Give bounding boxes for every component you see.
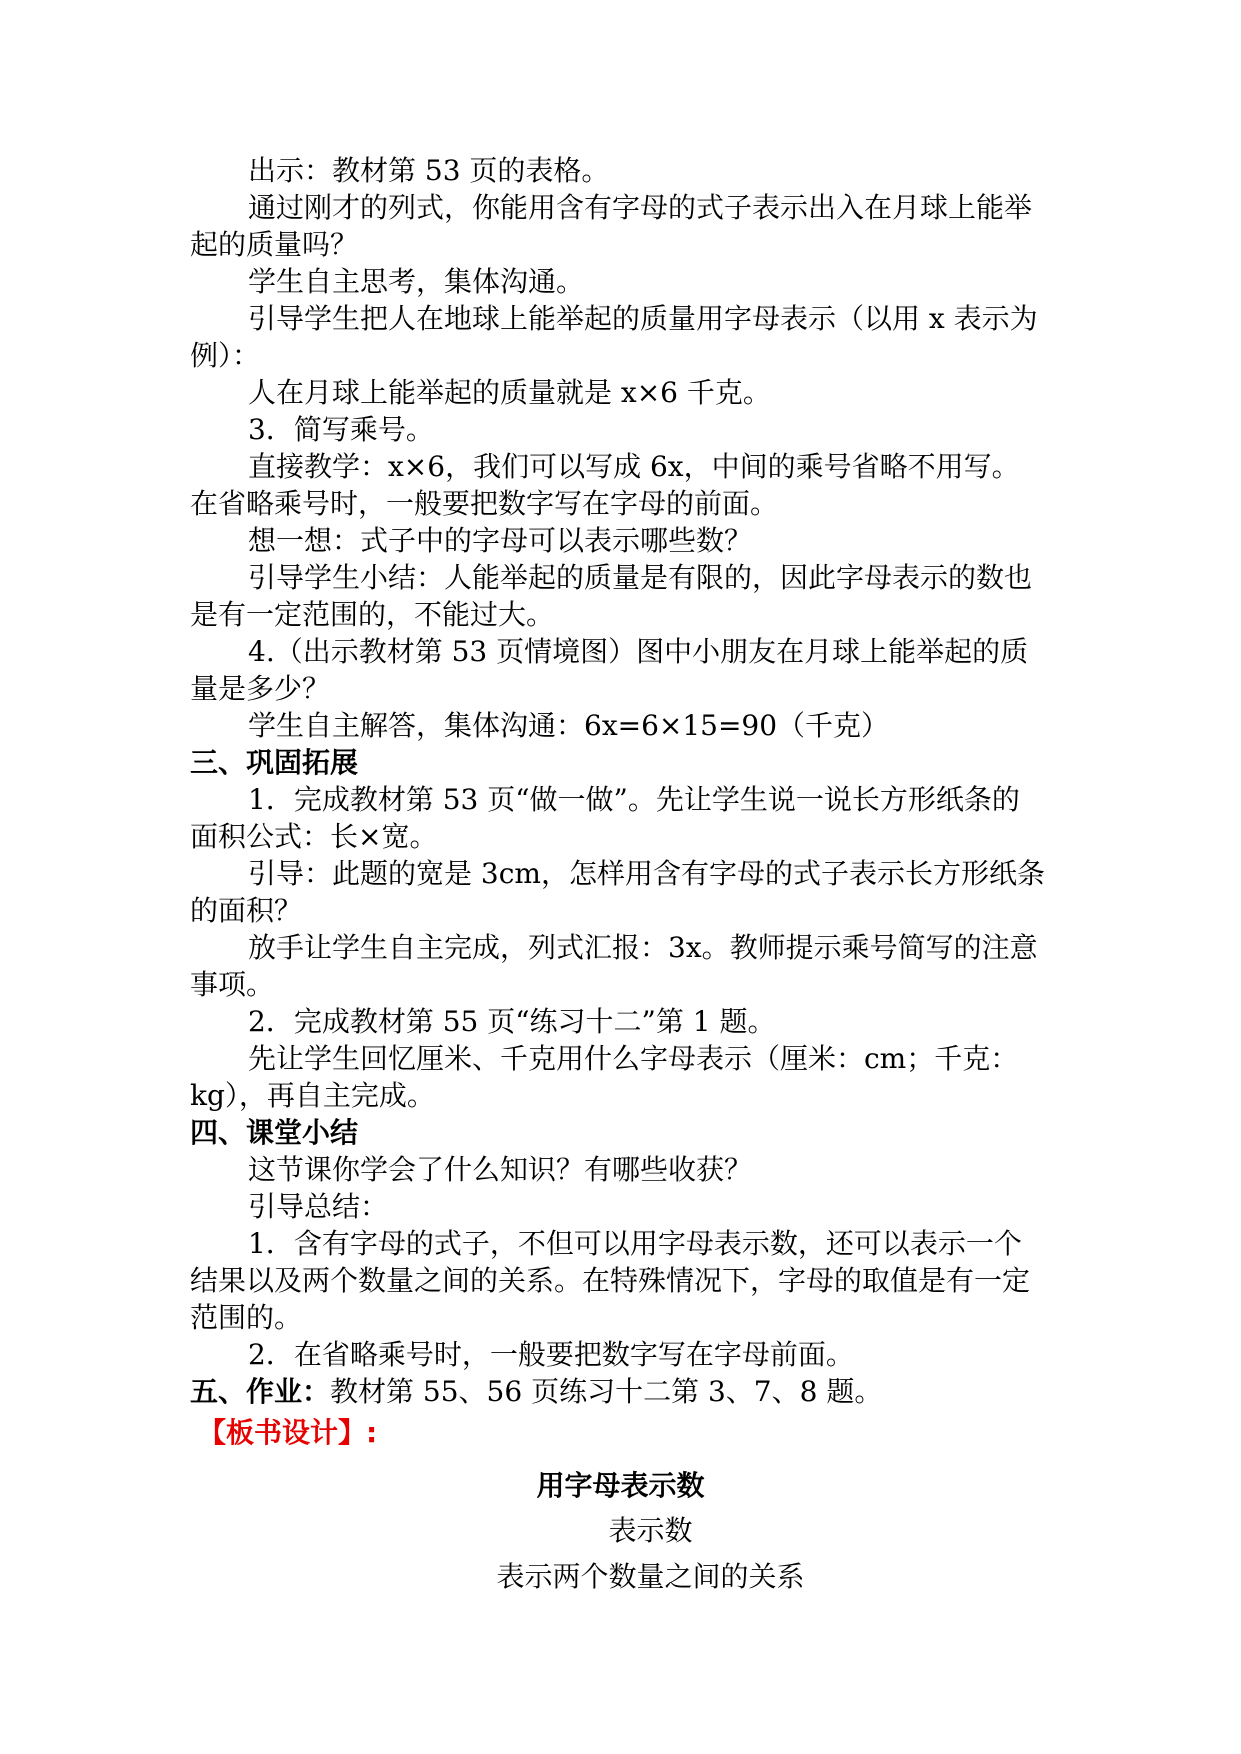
paragraph-line: 通过刚才的列式，你能用含有字母的式子表示出入在月球上能举 bbox=[248, 191, 1033, 224]
paragraph-line: 面积公式：长×宽。 bbox=[190, 820, 438, 853]
paragraph-line: 引导学生小结：人能举起的质量是有限的，因此字母表示的数也 bbox=[248, 561, 1033, 594]
paragraph-line: 1．含有字母的式子，不但可以用字母表示数，还可以表示一个 bbox=[248, 1227, 1022, 1260]
paragraph-line: 量是多少？ bbox=[190, 672, 331, 705]
board-line-2: 表示两个数量之间的关系 bbox=[496, 1560, 805, 1593]
paragraph-line: 放手让学生自主完成，列式汇报：3x。教师提示乘号简写的注意 bbox=[248, 931, 1038, 964]
paragraph-line: kg），再自主完成。 bbox=[190, 1079, 435, 1112]
paragraph-line: 引导学生把人在地球上能举起的质量用字母表示（以用 x 表示为 bbox=[248, 302, 1038, 335]
paragraph-line: 人在月球上能举起的质量就是 x×6 千克。 bbox=[248, 376, 771, 409]
board-design-heading: 【板书设计】: bbox=[198, 1416, 378, 1449]
paragraph-line: 4.（出示教材第 53 页情境图）图中小朋友在月球上能举起的质 bbox=[248, 635, 1029, 668]
paragraph-line: 的面积？ bbox=[190, 894, 303, 927]
paragraph-line: 这节课你学会了什么知识？有哪些收获？ bbox=[248, 1153, 753, 1186]
paragraph-line: 例）： bbox=[190, 339, 261, 372]
section-heading: 五、作业： bbox=[190, 1375, 331, 1408]
paragraph-line: 是有一定范围的，不能过大。 bbox=[190, 598, 555, 631]
paragraph-line: 出示：教材第 53 页的表格。 bbox=[248, 154, 610, 187]
paragraph-line: 引导：此题的宽是 3cm，怎样用含有字母的式子表示长方形纸条 bbox=[248, 857, 1045, 890]
paragraph-line: 2．在省略乘号时，一般要把数字写在字母前面。 bbox=[248, 1338, 854, 1371]
paragraph-line: 范围的。 bbox=[190, 1301, 303, 1334]
board-line-1: 表示数 bbox=[608, 1514, 693, 1547]
paragraph-line: 结果以及两个数量之间的关系。在特殊情况下，字母的取值是有一定 bbox=[190, 1264, 1031, 1297]
paragraph-line: 想一想：式子中的字母可以表示哪些数？ bbox=[248, 524, 753, 557]
paragraph-line: 先让学生回忆厘米、千克用什么字母表示（厘米：cm；千克： bbox=[248, 1042, 1019, 1075]
section-heading: 三、巩固拓展 bbox=[190, 746, 359, 779]
paragraph-line: 3．简写乘号。 bbox=[248, 413, 434, 446]
paragraph-line: 在省略乘号时，一般要把数字写在字母的前面。 bbox=[190, 487, 779, 520]
paragraph-line: 直接教学：x×6，我们可以写成 6x，中间的乘号省略不用写。 bbox=[248, 450, 1020, 483]
board-title: 用字母表示数 bbox=[536, 1469, 705, 1502]
paragraph-line: 学生自主解答，集体沟通：6x=6×15=90（千克） bbox=[248, 709, 890, 742]
paragraph-line: 起的质量吗？ bbox=[190, 228, 359, 261]
homework-line bbox=[190, 1373, 1060, 1410]
homework-text: 教材第 55、56 页练习十二第 3、7、8 题。 bbox=[330, 1375, 883, 1408]
paragraph-line: 1．完成教材第 53 页“做一做”。先让学生说一说长方形纸条的 bbox=[248, 783, 1020, 816]
section-heading: 四、课堂小结 bbox=[190, 1116, 359, 1149]
paragraph-line: 引导总结： bbox=[248, 1190, 389, 1223]
paragraph-line: 学生自主思考，集体沟通。 bbox=[248, 265, 585, 298]
paragraph-line: 2．完成教材第 55 页“练习十二”第 1 题。 bbox=[248, 1005, 776, 1038]
paragraph-line: 事项。 bbox=[190, 968, 275, 1001]
